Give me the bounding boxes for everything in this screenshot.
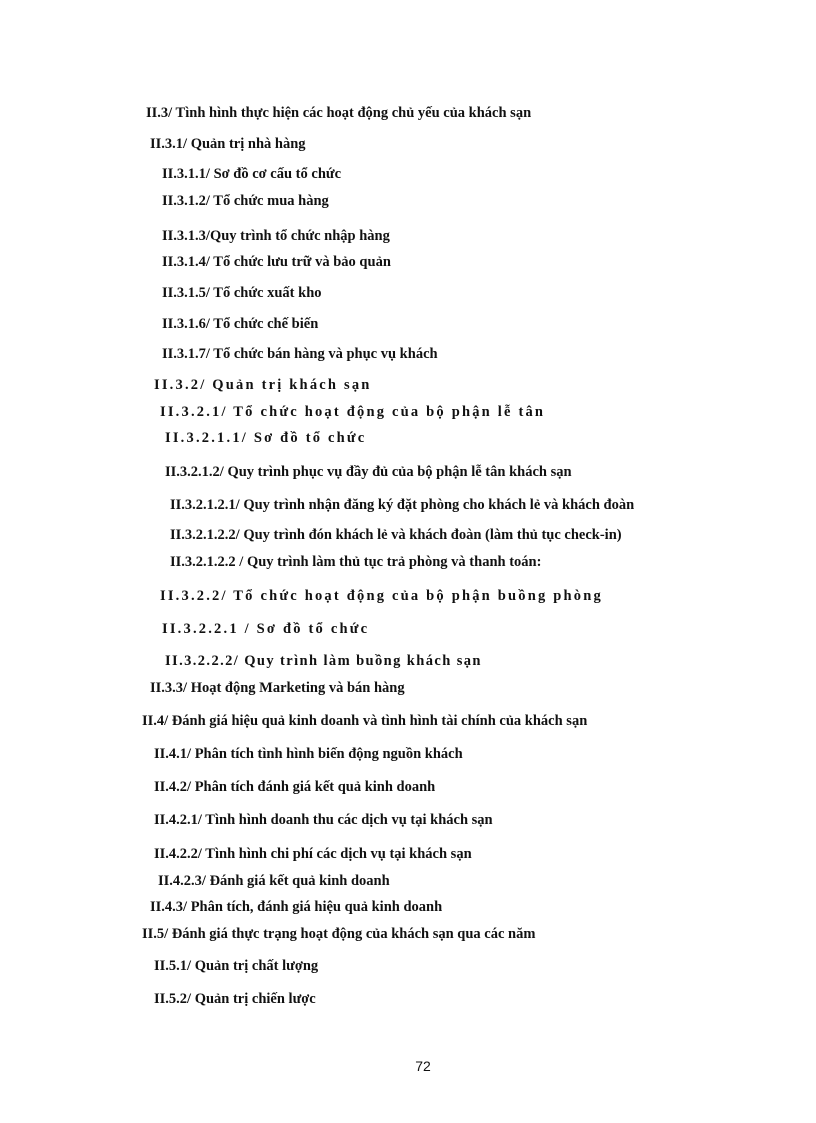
toc-entry: II.3.2.1.2/ Quy trình phục vụ đầy đủ của bộ phận lễ tân khách sạn xyxy=(165,464,572,480)
toc-entry: II.3.1/ Quản trị nhà hàng xyxy=(150,136,306,152)
toc-entry: II.4.2.2/ Tình hình chi phí các dịch vụ tại khách sạn xyxy=(154,846,472,862)
toc-entry: II.3.2.2/ Tổ chức hoạt động của bộ phận buồng phòng xyxy=(160,588,603,604)
toc-entry: II.4.2.1/ Tình hình doanh thu các dịch vụ tại khách sạn xyxy=(154,812,493,828)
page-number: 72 xyxy=(415,1058,431,1074)
toc-entry: II.4.2.3/ Đánh giá kết quả kinh doanh xyxy=(158,873,390,889)
toc-entry: II.3.1.6/ Tổ chức chế biến xyxy=(162,316,319,332)
toc-entry: II.3.2.2.1 / Sơ đồ tổ chức xyxy=(162,621,370,637)
toc-entry: II.3.2/ Quản trị khách sạn xyxy=(154,377,372,393)
toc-entry: II.4.1/ Phân tích tình hình biến động nguồn khách xyxy=(154,746,463,762)
toc-entry: II.3.2.1.2.2 / Quy trình làm thủ tục trả phòng và thanh toán: xyxy=(170,554,542,570)
toc-entry: II.3.1.1/ Sơ đồ cơ cấu tổ chức xyxy=(162,166,342,182)
toc-entry: II.3.1.5/ Tổ chức xuất kho xyxy=(162,285,322,301)
toc-entry: II.5/ Đánh giá thực trạng hoạt động của khách sạn qua các năm xyxy=(142,926,536,942)
toc-entry: II.3/ Tình hình thực hiện các hoạt động chủ yếu của khách sạn xyxy=(146,105,532,121)
toc-entry: II.3.2.1.1/ Sơ đồ tổ chức xyxy=(165,430,367,446)
toc-entry: II.4.3/ Phân tích, đánh giá hiệu quả kinh doanh xyxy=(150,899,443,915)
toc-entry: II.3.2.2.2/ Quy trình làm buồng khách sạn xyxy=(165,653,482,669)
toc-entry: II.3.2.1/ Tổ chức hoạt động của bộ phận lễ tân xyxy=(160,404,546,420)
toc-entry: II.3.2.1.2.2/ Quy trình đón khách lẻ và khách đoàn (làm thủ tục check-in) xyxy=(170,527,622,543)
toc-entry: II.3.1.2/ Tổ chức mua hàng xyxy=(162,193,329,209)
toc-entry: II.3.1.7/ Tổ chức bán hàng và phục vụ khách xyxy=(162,346,438,362)
toc-entry: II.5.1/ Quản trị chất lượng xyxy=(154,958,319,974)
toc-entry: II.3.2.1.2.1/ Quy trình nhận đăng ký đặt phòng cho khách lẻ và khách đoàn xyxy=(170,497,635,513)
toc-entry: II.3.1.4/ Tổ chức lưu trữ và bảo quản xyxy=(162,254,391,270)
toc-entry: II.4.2/ Phân tích đánh giá kết quả kinh doanh xyxy=(154,779,436,795)
toc-entry: II.3.1.3/Quy trình tổ chức nhập hàng xyxy=(162,228,390,244)
toc-entry: II.5.2/ Quản trị chiến lược xyxy=(154,991,316,1007)
toc-entry: II.3.3/ Hoạt động Marketing và bán hàng xyxy=(150,680,405,696)
toc-entry: II.4/ Đánh giá hiệu quả kinh doanh và tình hình tài chính của khách sạn xyxy=(142,713,588,729)
